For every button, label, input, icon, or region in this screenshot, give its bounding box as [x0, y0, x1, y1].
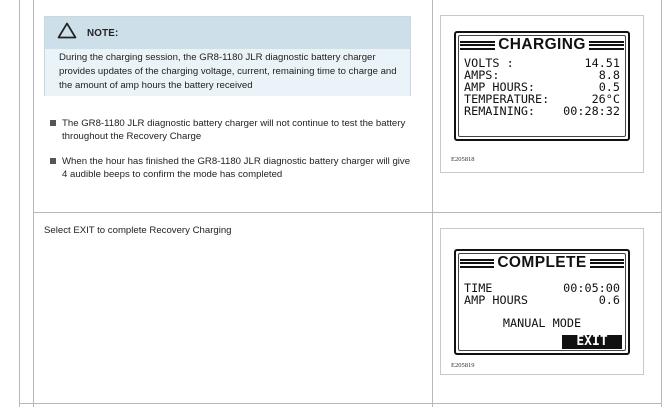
row-divider — [33, 212, 661, 213]
complete-lcd — [454, 249, 630, 355]
note-header — [45, 17, 410, 49]
column-divider — [432, 0, 433, 407]
lcd-mode-text: MANUAL MODE — [502, 316, 582, 330]
bullet-text: When the hour has finished the GR8-1180 JLR diagnostic battery charger will give 4 audible beeps to confirm the mode has completed — [62, 156, 411, 180]
bullet-text: The GR8-1180 JLR diagnostic battery charger will not continue to test the battery throughout the Recovery Charge — [62, 118, 406, 142]
exit-button[interactable]: EXIT — [562, 335, 622, 349]
lcd-row-amp-hours: AMP HOURS 0.6 — [464, 293, 620, 307]
lcd-title: CHARGING — [498, 36, 586, 53]
lcd-row-amp-hours: AMP HOURS: 0.5 — [464, 80, 620, 94]
note-box — [44, 16, 411, 96]
lcd-title: COMPLETE — [497, 254, 587, 271]
charging-screen-figure — [440, 15, 644, 173]
table-border-bottom — [19, 403, 661, 404]
lcd-row-volts: VOLTS : 14.51 — [464, 56, 620, 70]
bullet-icon — [50, 120, 56, 126]
lcd-row-time: TIME 00:05:00 — [464, 281, 620, 295]
bullet-icon — [50, 158, 56, 164]
table-border-right — [661, 0, 662, 407]
lcd-row-remaining: REMAINING: 00:28:32 — [464, 104, 620, 118]
figure-code: E205819 — [451, 362, 475, 369]
lcd-row-amps: AMPS: 8.8 — [464, 68, 620, 82]
lcd-title-bar — [460, 255, 624, 271]
complete-screen-figure — [440, 228, 644, 375]
warning-triangle-icon — [57, 22, 77, 44]
table-border-left-inner — [33, 0, 34, 407]
step-instruction: Select EXIT to complete Recovery Charging — [44, 225, 232, 236]
charging-lcd — [454, 31, 630, 141]
note-text: During the charging session, the GR8-1180 JLR diagnostic battery charger provides updates of the charging voltage, current, remaining time to charge and the amount of amp hours the battery received — [45, 49, 410, 96]
lcd-title-bar — [460, 37, 624, 53]
figure-code: E205818 — [451, 156, 475, 163]
note-label: NOTE: — [87, 27, 119, 39]
lcd-row-temperature: TEMPERATURE: 26°C — [464, 92, 620, 106]
table-border-left — [19, 0, 20, 407]
